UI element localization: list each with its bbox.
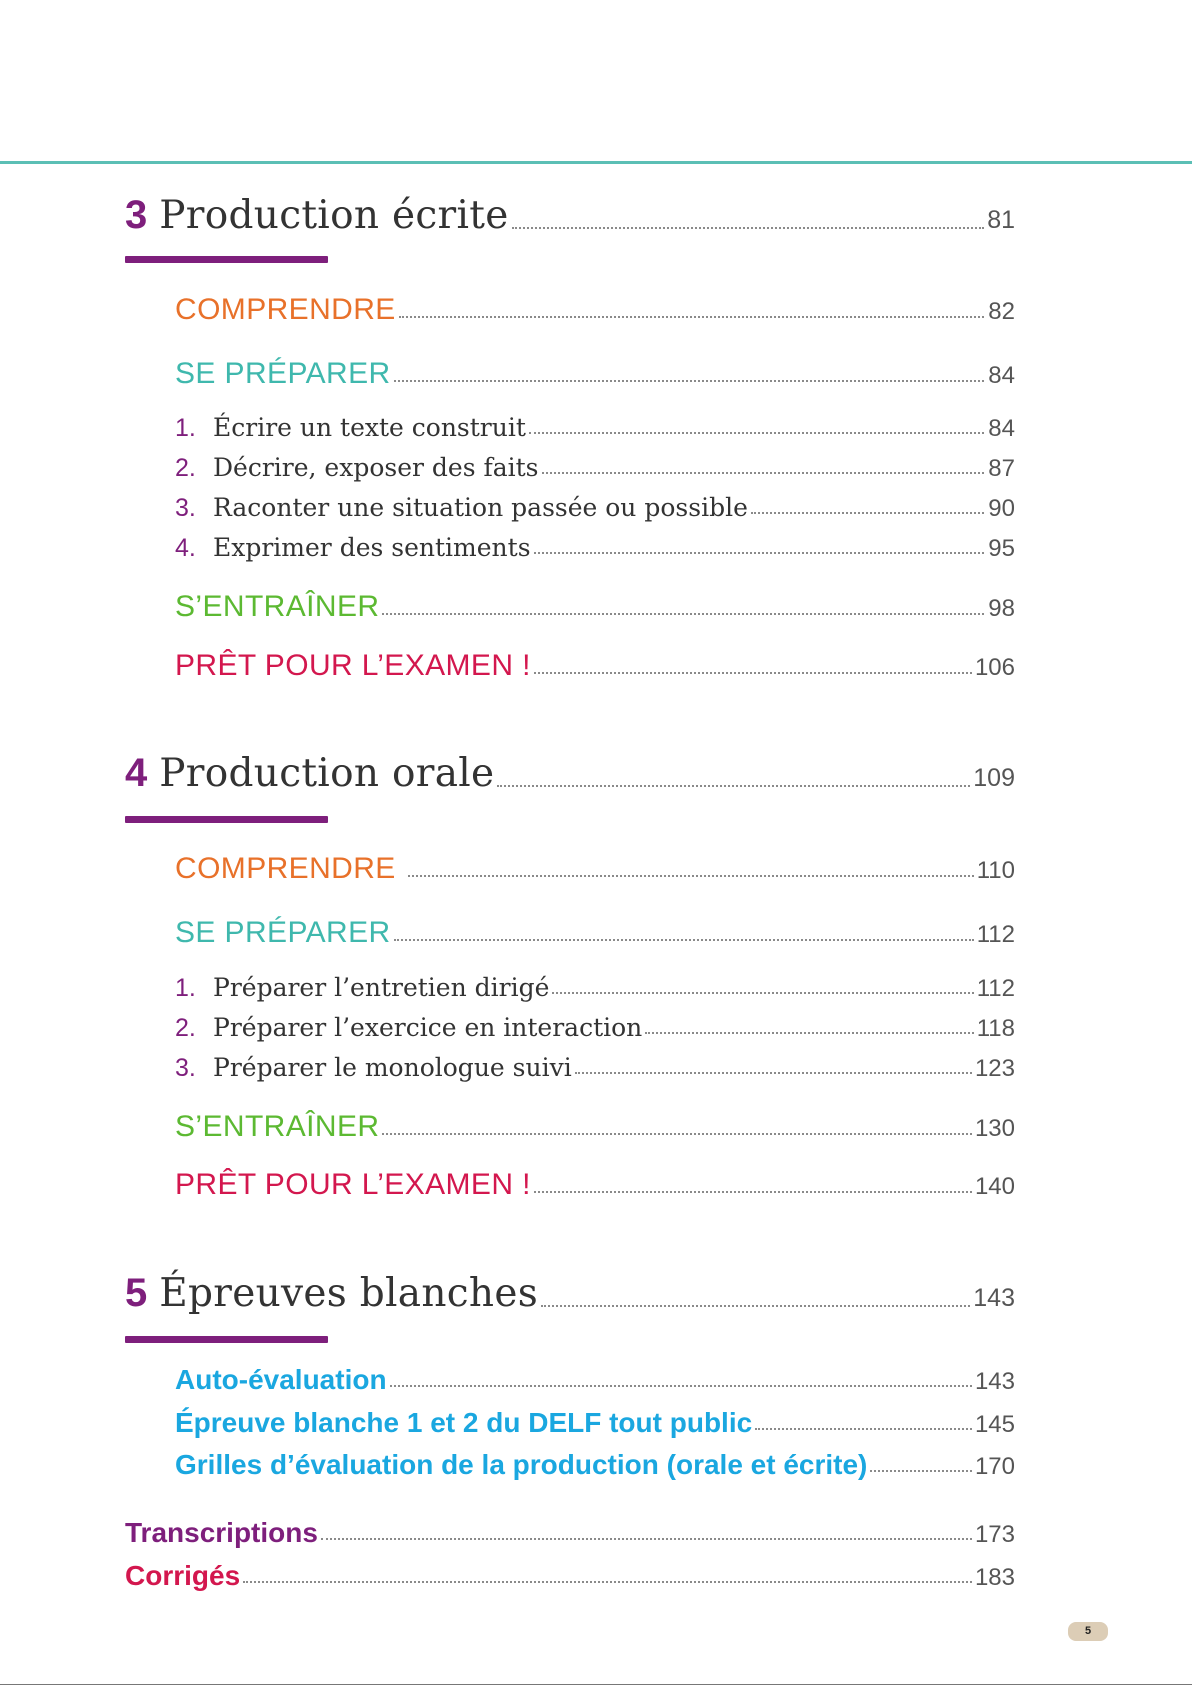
page-number: 90 — [988, 495, 1015, 522]
dot-leader — [552, 992, 973, 994]
part-title: Production orale — [159, 751, 495, 796]
toc-item[interactable] — [175, 413, 1015, 443]
page-number: 130 — [974, 1115, 1015, 1142]
section-label: PRÊT POUR L’EXAMEN ! — [175, 649, 531, 682]
page-number: 109 — [973, 764, 1015, 792]
page-number: 118 — [976, 1015, 1015, 1042]
toc-section-comprendre[interactable] — [175, 293, 1015, 327]
item-title: Écrire un texte construit — [213, 413, 526, 442]
dot-leader — [497, 785, 970, 787]
part-number: 3 — [125, 193, 148, 237]
part-number: 5 — [125, 1271, 148, 1315]
dot-leader — [321, 1538, 972, 1540]
item-title: Préparer l’exercice en interaction — [213, 1013, 643, 1042]
dot-leader — [534, 672, 972, 674]
toc-section-pret-pour-examen[interactable] — [175, 1168, 1015, 1202]
page-number: 81 — [987, 206, 1015, 234]
part-title: Production écrite — [159, 193, 509, 238]
dot-leader — [390, 1385, 972, 1387]
item-title: Préparer le monologue suivi — [213, 1053, 572, 1082]
item-number: 1. — [175, 974, 196, 1002]
toc-corriges[interactable] — [125, 1560, 1015, 1592]
page-number: 112 — [976, 975, 1015, 1002]
page-number: 170 — [974, 1453, 1015, 1480]
subitem-label: Épreuve blanche 1 et 2 du DELF tout public — [175, 1407, 753, 1438]
page-number: 140 — [974, 1173, 1015, 1200]
part-underline — [125, 256, 328, 263]
dot-leader — [394, 380, 984, 382]
item-number: 2. — [175, 454, 196, 482]
dot-leader — [751, 512, 984, 514]
endmatter-label: Corrigés — [125, 1560, 241, 1591]
page-number: 145 — [974, 1411, 1015, 1438]
dot-leader — [382, 1133, 972, 1135]
dot-leader — [575, 1072, 972, 1074]
section-label: SE PRÉPARER — [175, 357, 391, 390]
section-label: S’ENTRAÎNER — [175, 590, 380, 623]
item-title: Décrire, exposer des faits — [213, 453, 539, 482]
item-title: Préparer l’entretien dirigé — [213, 973, 550, 1002]
part-title: Épreuves blanches — [159, 1271, 539, 1316]
dot-leader — [243, 1581, 972, 1583]
dot-leader — [870, 1470, 972, 1472]
page-number: 106 — [974, 654, 1015, 681]
toc-item[interactable] — [175, 493, 1015, 523]
toc-part-5[interactable] — [125, 1271, 1015, 1316]
toc-part-4[interactable] — [125, 751, 1015, 796]
item-number: 3. — [175, 494, 196, 522]
item-number: 3. — [175, 1054, 196, 1082]
toc-section-se-preparer[interactable] — [175, 916, 1015, 950]
page-number: 123 — [974, 1055, 1015, 1082]
toc-transcriptions[interactable] — [125, 1517, 1015, 1549]
page-number: 82 — [988, 298, 1015, 325]
dot-leader — [394, 939, 974, 941]
page-number: 110 — [976, 857, 1015, 884]
part-underline — [125, 816, 328, 823]
dot-leader — [534, 1191, 972, 1193]
page-number: 143 — [973, 1284, 1015, 1312]
part-number: 4 — [125, 751, 148, 795]
toc-section-pret-pour-examen[interactable] — [175, 649, 1015, 683]
part-underline — [125, 1336, 328, 1343]
page-number: 143 — [974, 1368, 1015, 1395]
page-number: 84 — [988, 362, 1015, 389]
dot-leader — [399, 316, 984, 318]
toc-item[interactable] — [175, 973, 1015, 1003]
section-label: SE PRÉPARER — [175, 916, 391, 949]
item-title: Raconter une situation passée ou possible — [213, 493, 748, 522]
page-number: 95 — [988, 535, 1015, 562]
dot-leader — [382, 613, 984, 615]
toc-section-se-preparer[interactable] — [175, 357, 1015, 391]
toc-section-sentrainer[interactable] — [175, 1110, 1015, 1144]
dot-leader — [645, 1032, 973, 1034]
section-label: PRÊT POUR L’EXAMEN ! — [175, 1168, 531, 1201]
endmatter-label: Transcriptions — [125, 1517, 318, 1548]
page-number: 84 — [988, 415, 1015, 442]
section-label: COMPRENDRE — [175, 293, 396, 326]
toc-section-sentrainer[interactable] — [175, 590, 1015, 624]
page-number: 112 — [976, 921, 1015, 948]
page-number: 173 — [974, 1521, 1015, 1548]
toc-subitem[interactable] — [175, 1364, 1015, 1396]
toc-item[interactable] — [175, 1053, 1015, 1083]
item-title: Exprimer des sentiments — [213, 533, 531, 562]
item-number: 2. — [175, 1014, 196, 1042]
toc-item[interactable] — [175, 453, 1015, 483]
subitem-label: Auto-évaluation — [175, 1364, 387, 1395]
toc-item[interactable] — [175, 1013, 1015, 1043]
toc-subitem[interactable] — [175, 1407, 1015, 1439]
dot-leader — [529, 432, 984, 434]
page-number: 87 — [988, 455, 1015, 482]
dot-leader — [534, 552, 984, 554]
item-number: 1. — [175, 414, 196, 442]
page-folio: 5 — [1068, 1622, 1108, 1641]
toc-part-3[interactable] — [125, 193, 1015, 238]
dot-leader — [541, 1305, 970, 1307]
dot-leader — [512, 227, 984, 229]
toc-item[interactable] — [175, 533, 1015, 563]
section-label: COMPRENDRE — [175, 852, 396, 885]
subitem-label: Grilles d’évaluation de la production (orale et écrite) — [175, 1449, 868, 1480]
dot-leader — [542, 472, 984, 474]
section-label: S’ENTRAÎNER — [175, 1110, 380, 1143]
dot-leader — [408, 875, 974, 877]
page-number: 98 — [988, 595, 1015, 622]
item-number: 4. — [175, 534, 196, 562]
page-number: 183 — [974, 1564, 1015, 1591]
dot-leader — [755, 1428, 972, 1430]
toc-section-comprendre[interactable] — [175, 852, 1015, 886]
toc-subitem[interactable] — [175, 1449, 1015, 1481]
header-rule — [0, 161, 1192, 164]
